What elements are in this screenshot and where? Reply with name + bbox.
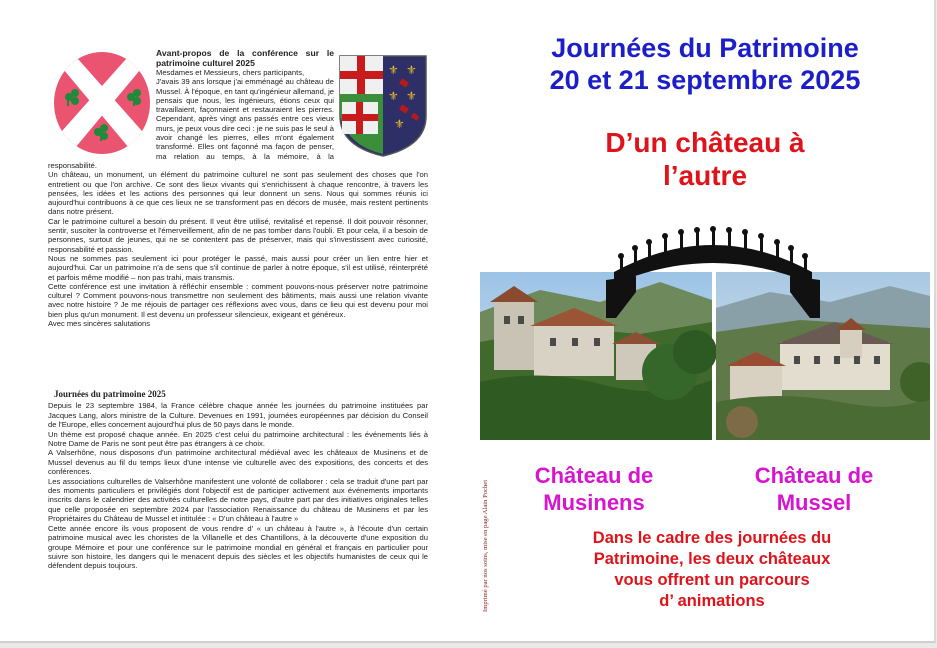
foreword-paragraph: Mesdames et Messieurs, chers participants, bbox=[156, 68, 305, 77]
cover-tagline-line: Dans le cadre des journées du bbox=[592, 529, 832, 547]
cover-tagline-line: vous offrent un parcours bbox=[614, 571, 810, 589]
castle-label-line: Musinens bbox=[543, 490, 645, 515]
svg-text:⚜: ⚜ bbox=[388, 63, 399, 77]
svg-text:⚜: ⚜ bbox=[388, 89, 399, 103]
bridge-silhouette-icon bbox=[606, 222, 820, 322]
svg-text:⚜: ⚜ bbox=[406, 89, 417, 103]
journees-paragraph: Cette année encore ils vous proposent de vous rendre d' « un château à l'autre », à l'écoute d'un certain patrimoine musical avec les choristes de la Villanelle et des Chantillons, à la découverte d'une exposition du groupe Mémoire et pour une conférence sur le patrimoine mondial en général et français en particulier pour suivre son histoire, les dangers qui le menacent depuis des siècles et les objectifs humanistes de ceux qui le défendent depuis toujours. bbox=[48, 523, 428, 571]
foreword-paragraph: Un château, un monument, un élément du patrimoine culturel ne sont pas seulement des choses que l'on entretient ou que l'on archive. Ce sont des lieux vivants qui s'enrichissent à chaque rencontre, à travers les pensées, les idées et les actions des personnes qui leur donnent un sens. Nous qui sommes réunis ici aujourd'hui contribuons à ce que ces lieux ne se transforment pas en décors de musée, mais restent pertinents dans notre présent. bbox=[48, 170, 428, 217]
castle-musinens-label bbox=[504, 462, 684, 516]
cover-tagline-line: d’ animations bbox=[659, 592, 765, 610]
journees-paragraph: Depuis le 23 septembre 1984, la France célèbre chaque année les journées du patrimoine instituées par Jacques Lang, alors ministre de la Culture. Devenues en 1991, journées européennes par décision du Conseil de l'Europe, elles concernent aujourd'hui plus de 50 pays dans le monde. bbox=[48, 401, 428, 430]
cover-title-line: Journées du Patrimoine bbox=[551, 33, 859, 63]
foreword-paragraph: Cette conférence est une invitation à réfléchir ensemble : comment pouvons-nous préserver notre patrimoine culturel ? Comment pouvons-nous transmettre non seulement des bâtiments, mais aussi une relation vivante avec notre histoire ? Je me réjouis de partager ces réflexions avec vous, dans ce lieu qui est devenu pour moi bien plus qu'un monument. Il est devenu un professeur silencieux, exigeant et généreux. bbox=[48, 281, 428, 319]
imprint-vertical-text: Imprimé par nos soins, mise en page Alain Pochet bbox=[482, 479, 489, 612]
foreword-title: Avant-propos de la conférence sur le patrimoine culturel 2025 bbox=[156, 48, 334, 68]
cover-title-line: 20 et 21 septembre 2025 bbox=[549, 65, 861, 95]
castle-label-line: Château de bbox=[534, 463, 654, 488]
castle-mussel-label bbox=[724, 462, 904, 516]
castle-label-line: Mussel bbox=[776, 490, 852, 515]
journees-paragraph: A Valserhône, nous disposons d'un patrimoine architectural médiéval avec les châteaux de Musinens et de Mussel devenus au fil du temps lieux d'une intense vie culturelle avec des expositions, des concerts et des conférences. bbox=[48, 448, 428, 477]
journees-section bbox=[48, 390, 428, 571]
svg-text:⚜: ⚜ bbox=[394, 117, 405, 131]
journees-title: Journées du patrimoine 2025 bbox=[54, 389, 166, 399]
svg-text:⚜: ⚜ bbox=[406, 63, 417, 77]
red-crest-emblem bbox=[52, 50, 152, 156]
cover-subtitle-line: l’autre bbox=[662, 160, 748, 191]
cover-subtitle bbox=[540, 126, 870, 192]
cover-subtitle-line: D’un château à bbox=[605, 127, 805, 158]
journees-paragraph: Les associations culturelles de Valserhône manifestent une volonté de collaborer : cela se traduit d'une part par des moments particuliers et privilégiés dont l'objectif est de participer activement aux événements importants inscrits dans le calendrier des activités culturelles de notre pays, d'autre part par des initiatives originales telles que celle proposée en septembre 2024 par l'association Renaissance du château de Musinens et par les Propriétaires du Château de Mussel et intitulée : « D'un château à l'autre » bbox=[48, 476, 428, 524]
cover-tagline bbox=[556, 528, 868, 612]
foreword-paragraph: Nous ne sommes pas seulement ici pour protéger le passé, mais aussi pour créer un lien entre hier et aujourd'hui. Car un patrimoine n'a de sens que s'il continue de parler à notre époque, s'il est utilisé, réinterprété et parfois même modifié – non pas trahi, mais transmis. bbox=[48, 253, 428, 282]
journees-paragraph: Un thème est proposé chaque année. En 2025 c'est celui du patrimoine architectural : les événements liés à Notre Dame de Paris ne sont peut être pas étrangers à ce choix. bbox=[48, 429, 428, 449]
cover-tagline-line: Patrimoine, les deux châteaux bbox=[593, 550, 831, 568]
foreword-signoff: Avec mes sincères salutations bbox=[48, 319, 151, 329]
heraldic-shield-emblem bbox=[338, 54, 428, 158]
cover-title bbox=[480, 32, 930, 96]
foreword-paragraph: J'avais 39 ans lorsque j'ai emménagé au château de Mussel. À l'époque, en tant qu'ingénieur allemand, je pensais que nous, les ingénieurs, étions ceux qui travaillaient, façonnaient et restauraient les pierres. Cependant, après vingt ans passés entre ces vieux murs, je peux vous dire ceci : je ne suis pas le seul à avoir changé les pierres, elles m'ont également transformé. Elles ont façonné ma façon de penser, ma relation au temps, à la mémoire, à la responsabilité. bbox=[48, 77, 334, 170]
foreword-paragraph: Car le patrimoine culturel a besoin du présent. Il veut être utilisé, revitalisé et repensé. Il doit pouvoir résonner, sentir, susciter la controverse et l'émerveillement, afin de ne pas tomber dans l'oubli. Et pour cela, il a besoin de personnes, surtout de jeunes, qui ne se contentent pas de préserver, mais qui s'investissent avec curiosité, responsabilité et passion. bbox=[48, 216, 428, 254]
castle-label-line: Château de bbox=[754, 463, 874, 488]
foreword-section bbox=[48, 48, 428, 328]
